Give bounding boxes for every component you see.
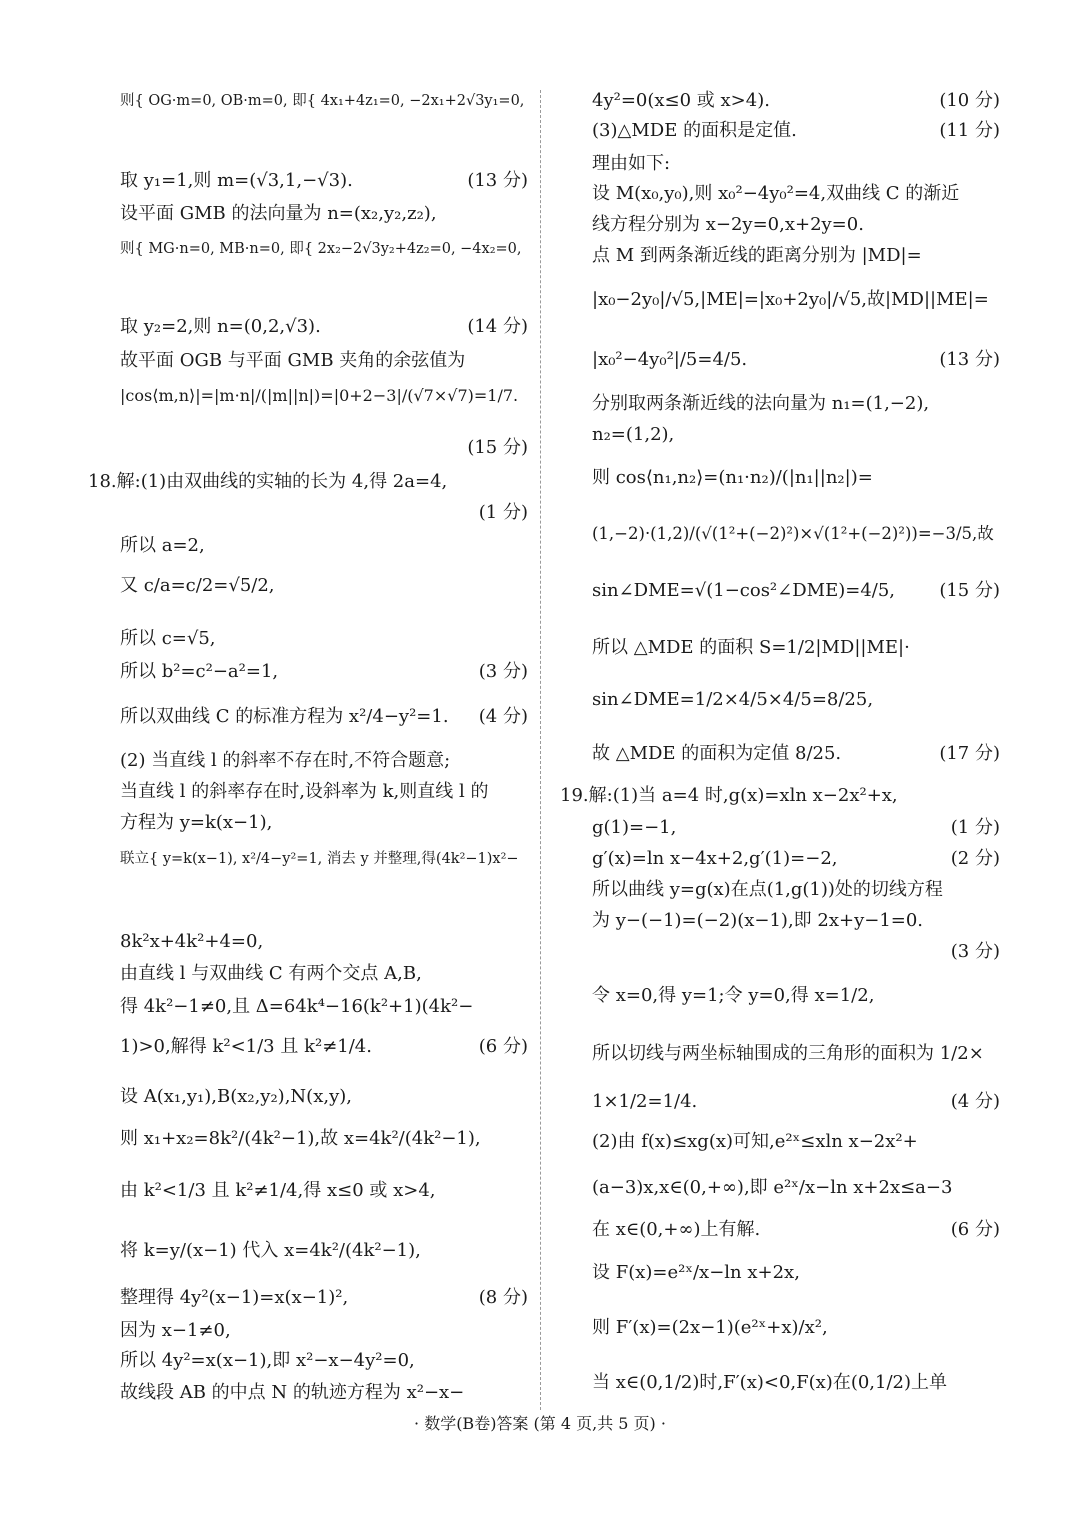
solution-text: 当直线 l 的斜率存在时,设斜率为 k,则直线 l 的 (120, 781, 489, 802)
solution-text: (1,−2)·(1,2)/(√(1²+(−2)²)×√(1²+(−2)²))=−3/5,故 (592, 524, 994, 543)
solution-text: n₂=(1,2), (592, 424, 675, 445)
solution-text: 得 4k²−1≠0,且 Δ=64k⁴−16(k²+1)(4k²− (120, 996, 474, 1017)
solution-text: 设 F(x)=e²ˣ/x−ln x+2x, (592, 1262, 800, 1283)
score-marker: (3 分) (478, 661, 528, 682)
score-marker: (13 分) (939, 349, 1000, 370)
column-divider (540, 90, 541, 1410)
solution-text: 所以 b²=c²−a²=1, (120, 661, 279, 682)
solution-text: 1×1/2=1/4. (592, 1091, 698, 1112)
solution-text: 为 y−(−1)=(−2)(x−1),即 2x+y−1=0. (592, 910, 924, 931)
solution-text: |x₀²−4y₀²|/5=4/5. (592, 349, 748, 370)
score-marker: (2 分) (950, 848, 1000, 869)
score-marker: (11 分) (939, 120, 1000, 141)
solution-text: 在 x∈(0,+∞)上有解. (592, 1219, 761, 1240)
score-marker: (3 分) (950, 941, 1000, 962)
solution-text: 故平面 OGB 与平面 GMB 夹角的余弦值为 (120, 350, 466, 371)
solution-text: 分别取两条渐近线的法向量为 n₁=(1,−2), (592, 393, 930, 414)
solution-text: 令 x=0,得 y=1;令 y=0,得 x=1/2, (592, 985, 875, 1006)
solution-text: 则{ OG·m=0, OB·m=0, 即{ 4x₁+4z₁=0, −2x₁+2√3y₁=0, (120, 93, 525, 109)
solution-text: |x₀−2y₀|/√5,|ME|=|x₀+2y₀|/√5,故|MD||ME|= (592, 289, 989, 310)
solution-text: 理由如下: (592, 153, 671, 174)
score-marker: (6 分) (478, 1036, 528, 1057)
score-marker: (13 分) (467, 170, 528, 191)
solution-text: (2)由 f(x)≤xg(x)可知,e²ˣ≤xln x−2x²+ (592, 1131, 918, 1152)
solution-text: 所以 4y²=x(x−1),即 x²−x−4y²=0, (120, 1350, 415, 1371)
score-marker: (8 分) (478, 1287, 528, 1308)
solution-text: 18.解:(1)由双曲线的实轴的长为 4,得 2a=4, (88, 471, 448, 492)
score-marker: (10 分) (939, 90, 1000, 111)
solution-text: 则 cos⟨n₁,n₂⟩=(n₁·n₂)/(|n₁||n₂|)= (592, 467, 873, 488)
solution-text: 又 c/a=c/2=√5/2, (120, 575, 275, 596)
solution-text: 则 F′(x)=(2x−1)(e²ˣ+x)/x², (592, 1317, 828, 1338)
solution-text: 19.解:(1)当 a=4 时,g(x)=xln x−2x²+x, (560, 785, 898, 806)
solution-text: 方程为 y=k(x−1), (120, 812, 273, 833)
solution-text: 所以双曲线 C 的标准方程为 x²/4−y²=1. (120, 706, 449, 727)
solution-text: 4y²=0(x≤0 或 x>4). (592, 90, 770, 111)
solution-text: 所以 c=√5, (120, 628, 216, 649)
solution-text: (2) 当直线 l 的斜率不存在时,不符合题意; (120, 750, 451, 771)
solution-text: 所以切线与两坐标轴围成的三角形的面积为 1/2× (592, 1043, 984, 1064)
solution-text: 1)>0,解得 k²<1/3 且 k²≠1/4. (120, 1036, 372, 1057)
solution-text: 点 M 到两条渐近线的距离分别为 |MD|= (592, 245, 922, 266)
solution-text: 故 △MDE 的面积为定值 8/25. (592, 743, 842, 764)
score-marker: (14 分) (467, 316, 528, 337)
solution-text: 联立{ y=k(x−1), x²/4−y²=1, 消去 y 并整理,得(4k²−1)x²− (120, 851, 519, 867)
solution-text: 设平面 GMB 的法向量为 n=(x₂,y₂,z₂), (120, 203, 437, 224)
score-marker: (1 分) (950, 817, 1000, 838)
score-marker: (15 分) (939, 580, 1000, 601)
solution-text: (3)△MDE 的面积是定值. (592, 120, 797, 141)
solution-text: 8k²x+4k²+4=0, (120, 931, 264, 952)
solution-text: 线方程分别为 x−2y=0,x+2y=0. (592, 214, 864, 235)
solution-text: 所以 a=2, (120, 535, 205, 556)
solution-text: 故线段 AB 的中点 N 的轨迹方程为 x²−x− (120, 1382, 465, 1403)
solution-text: sin∠DME=√(1−cos²∠DME)=4/5, (592, 580, 896, 601)
solution-text: 取 y₂=2,则 n=(0,2,√3). (120, 316, 321, 337)
solution-text: 因为 x−1≠0, (120, 1320, 231, 1341)
solution-text: (a−3)x,x∈(0,+∞),即 e²ˣ/x−ln x+2x≤a−3 (592, 1177, 953, 1198)
solution-text: 当 x∈(0,1/2)时,F′(x)<0,F(x)在(0,1/2)上单 (592, 1372, 948, 1393)
solution-text: sin∠DME=1/2×4/5×4/5=8/25, (592, 689, 874, 710)
solution-text: 取 y₁=1,则 m=(√3,1,−√3). (120, 170, 353, 191)
score-marker: (15 分) (467, 437, 528, 458)
solution-text: 由直线 l 与双曲线 C 有两个交点 A,B, (120, 963, 422, 984)
solution-text: 则 x₁+x₂=8k²/(4k²−1),故 x=4k²/(4k²−1), (120, 1128, 481, 1149)
solution-text: 设 M(x₀,y₀),则 x₀²−4y₀²=4,双曲线 C 的渐近 (592, 183, 960, 204)
solution-text: g(1)=−1, (592, 817, 677, 838)
score-marker: (6 分) (950, 1219, 1000, 1240)
solution-text: 由 k²<1/3 且 k²≠1/4,得 x≤0 或 x>4, (120, 1180, 436, 1201)
solution-text: 将 k=y/(x−1) 代入 x=4k²/(4k²−1), (120, 1240, 421, 1261)
score-marker: (17 分) (939, 743, 1000, 764)
score-marker: (4 分) (950, 1091, 1000, 1112)
left-column (88, 0, 528, 1410)
solution-text: 整理得 4y²(x−1)=x(x−1)², (120, 1287, 349, 1308)
score-marker: (1 分) (478, 502, 528, 523)
solution-text: 设 A(x₁,y₁),B(x₂,y₂),N(x,y), (120, 1086, 352, 1107)
solution-text: 所以 △MDE 的面积 S=1/2|MD||ME|· (592, 637, 910, 658)
solution-text: |cos⟨m,n⟩|=|m·n|/(|m||n|)=|0+2−3|/(√7×√7)=1/7. (120, 386, 519, 405)
solution-text: 则{ MG·n=0, MB·n=0, 即{ 2x₂−2√3y₂+4z₂=0, −4x₂=0, (120, 241, 522, 257)
solution-text: 所以曲线 y=g(x)在点(1,g(1))处的切线方程 (592, 879, 943, 900)
solution-text: g′(x)=ln x−4x+2,g′(1)=−2, (592, 848, 838, 869)
page-footer: · 数学(B卷)答案 (第 4 页,共 5 页) · (414, 1414, 666, 1433)
right-column (560, 0, 1000, 1410)
score-marker: (4 分) (478, 706, 528, 727)
